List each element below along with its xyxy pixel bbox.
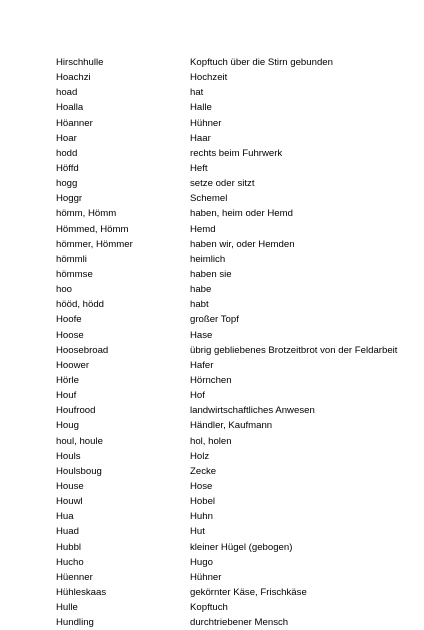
standard-meaning: Hof xyxy=(190,390,205,402)
dialect-term: Hoggr xyxy=(56,193,83,205)
dialect-term: Hundling xyxy=(56,617,94,629)
standard-meaning: rechts beim Fuhrwerk xyxy=(190,147,283,159)
glossary-row xyxy=(0,176,424,191)
dialect-term: Höanner xyxy=(56,117,93,129)
glossary-row xyxy=(0,85,424,100)
standard-meaning: übrig gebliebenes Brotzeitbrot von der Feldarbeit xyxy=(190,344,398,356)
dialect-term: Hoosebroad xyxy=(56,344,109,356)
glossary-row xyxy=(0,70,424,85)
standard-meaning: haben sie xyxy=(190,268,232,280)
standard-meaning: Hut xyxy=(190,526,205,538)
standard-meaning: Schemel xyxy=(190,193,228,205)
dialect-term: Hoalla xyxy=(56,102,84,114)
dialect-term: Hoofe xyxy=(56,314,82,326)
glossary-row xyxy=(0,237,424,252)
standard-meaning: Hafer xyxy=(190,359,214,371)
glossary-row xyxy=(0,540,424,555)
glossary-row xyxy=(0,555,424,570)
standard-meaning: heimlich xyxy=(190,253,226,265)
glossary-row xyxy=(0,206,424,221)
glossary-row xyxy=(0,449,424,464)
dialect-term: Hulle xyxy=(56,602,78,614)
dialect-term: Höffd xyxy=(56,162,79,174)
dialect-term: Houg xyxy=(56,420,79,432)
dialect-term: Hubbl xyxy=(56,541,82,553)
glossary-row xyxy=(0,161,424,176)
glossary-row xyxy=(0,479,424,494)
standard-meaning: haben, heim oder Hemd xyxy=(190,208,293,220)
standard-meaning: Hugo xyxy=(190,556,213,568)
standard-meaning: Hörnchen xyxy=(190,374,232,386)
glossary-row xyxy=(0,55,424,70)
glossary-row xyxy=(0,585,424,600)
glossary-row xyxy=(0,343,424,358)
standard-meaning: durchtriebener Mensch xyxy=(190,617,289,629)
glossary-list xyxy=(0,55,424,630)
glossary-row xyxy=(0,312,424,327)
glossary-row xyxy=(0,116,424,131)
dialect-term: Hoachzi xyxy=(56,72,91,84)
dialect-term: House xyxy=(56,480,84,492)
standard-meaning: habe xyxy=(190,284,212,296)
dialect-term: Hörle xyxy=(56,374,79,386)
dialect-term: Houls xyxy=(56,450,81,462)
standard-meaning: Händler, Kaufmann xyxy=(190,420,273,432)
glossary-row xyxy=(0,297,424,312)
standard-meaning: Hobel xyxy=(190,496,216,508)
glossary-row xyxy=(0,494,424,509)
glossary-row xyxy=(0,328,424,343)
dialect-term: hoo xyxy=(56,284,73,296)
dialect-term: hömmse xyxy=(56,268,93,280)
dialect-term: Hoower xyxy=(56,359,90,371)
standard-meaning: Kopftuch xyxy=(190,602,228,614)
dialect-term: Huad xyxy=(56,526,79,538)
glossary-row xyxy=(0,282,424,297)
standard-meaning: Hochzeit xyxy=(190,72,228,84)
dialect-term: Houlsboug xyxy=(56,465,102,477)
dialect-term: hööd, hödd xyxy=(56,299,105,311)
dialect-term: Hirschhulle xyxy=(56,57,104,68)
standard-meaning: Kopftuch über die Stirn gebunden xyxy=(190,57,333,68)
dialect-term: hogg xyxy=(56,178,78,190)
glossary-row xyxy=(0,222,424,237)
dialect-term: Houwl xyxy=(56,496,83,508)
dialect-term: hömm, Hömm xyxy=(56,208,117,220)
dialect-term: Hoose xyxy=(56,329,84,341)
dialect-term: hömmer, Hömmer xyxy=(56,238,133,250)
glossary-row xyxy=(0,418,424,433)
dialect-term: hoad xyxy=(56,87,78,99)
standard-meaning: habt xyxy=(190,299,209,311)
standard-meaning: Zecke xyxy=(190,465,217,477)
standard-meaning: hat xyxy=(190,87,204,99)
standard-meaning: Heft xyxy=(190,162,208,174)
standard-meaning: großer Topf xyxy=(190,314,239,326)
dialect-term: Hucho xyxy=(56,556,84,568)
glossary-row xyxy=(0,373,424,388)
glossary-row xyxy=(0,358,424,373)
glossary-row xyxy=(0,388,424,403)
glossary-row xyxy=(0,100,424,115)
standard-meaning: Hemd xyxy=(190,223,216,235)
standard-meaning: landwirtschaftliches Anwesen xyxy=(190,405,315,417)
standard-meaning: Hose xyxy=(190,480,213,492)
glossary-row xyxy=(0,267,424,282)
dialect-term: Houf xyxy=(56,390,77,402)
dialect-term: hodd xyxy=(56,147,78,159)
glossary-row xyxy=(0,464,424,479)
standard-meaning: hol, holen xyxy=(190,435,232,447)
dialect-term: Houfrood xyxy=(56,405,96,417)
standard-meaning: Haar xyxy=(190,132,211,144)
glossary-row xyxy=(0,615,424,630)
glossary-row xyxy=(0,131,424,146)
dialect-term: hömmli xyxy=(56,253,87,265)
glossary-row xyxy=(0,524,424,539)
standard-meaning: Hase xyxy=(190,329,213,341)
standard-meaning: Holz xyxy=(190,450,210,462)
glossary-row xyxy=(0,570,424,585)
glossary-row xyxy=(0,509,424,524)
dialect-term: Hoar xyxy=(56,132,77,144)
dialect-term: Hüenner xyxy=(56,571,93,583)
glossary-row xyxy=(0,434,424,449)
glossary-row xyxy=(0,146,424,161)
glossary-row xyxy=(0,600,424,615)
glossary-row xyxy=(0,191,424,206)
standard-meaning: Huhn xyxy=(190,511,213,523)
dialect-term: Hühleskaas xyxy=(56,586,107,598)
standard-meaning: setze oder sitzt xyxy=(190,178,255,190)
standard-meaning: Halle xyxy=(190,102,212,114)
glossary-row xyxy=(0,252,424,267)
standard-meaning: haben wir, oder Hemden xyxy=(190,238,295,250)
standard-meaning: gekörnter Käse, Frischkäse xyxy=(190,586,307,598)
dialect-term: Hua xyxy=(56,511,74,523)
glossary-row xyxy=(0,403,424,418)
standard-meaning: Hühner xyxy=(190,117,222,129)
dialect-term: houl, houle xyxy=(56,435,103,447)
dialect-term: Hömmed, Hömm xyxy=(56,223,129,235)
standard-meaning: kleiner Hügel (gebogen) xyxy=(190,541,293,553)
standard-meaning: Hühner xyxy=(190,571,222,583)
